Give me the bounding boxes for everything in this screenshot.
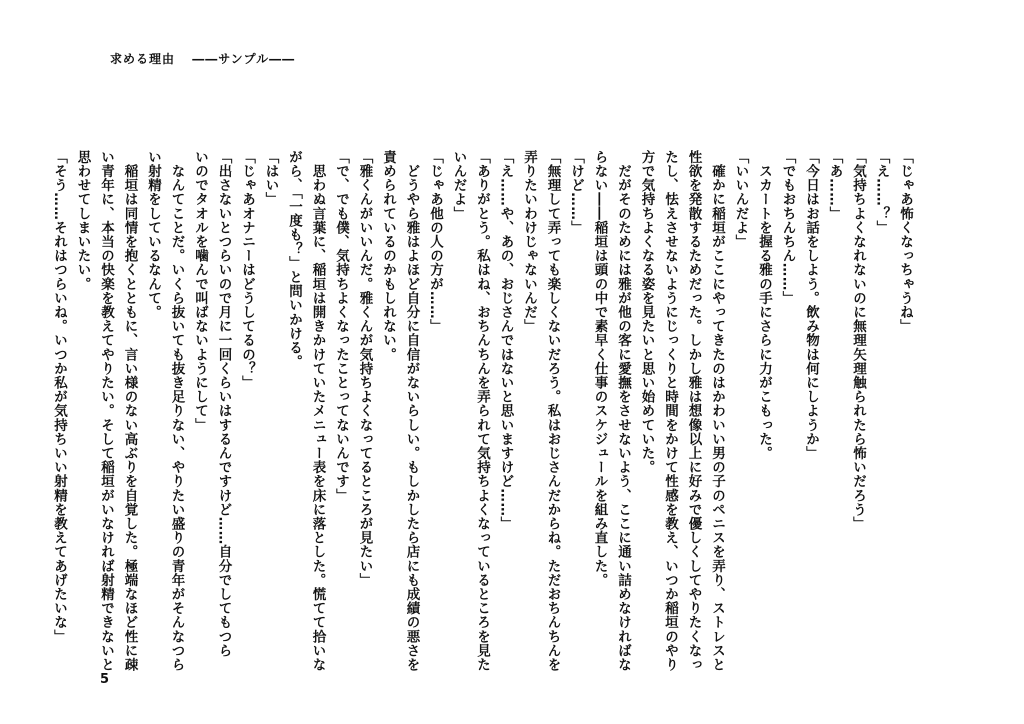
text-line: スカートを握る雅の手にさらに力がこもった。 — [756, 150, 772, 461]
text-line: たし、怯えさせないようにじっくりと時間をかけて性感を教え、いつか稲垣のやり — [662, 150, 678, 672]
text-line: 「いいんだよ」 — [732, 150, 749, 249]
text-line: 思わぬ言葉に、稲垣は開きかけていたメニュー表を床に落とした。慌てて拾いな — [309, 150, 326, 672]
text-line: 「出さないとつらいので月に一回くらいはするんですけど……自分でしてもつら — [215, 150, 232, 658]
page-number: 5 — [100, 672, 110, 687]
text-line: 「ありがとう。私はね、おちんちんを弄られて気持ちよくなっているところを見た — [474, 150, 490, 672]
text-line: 方で気持ちよくなる姿を見たいと思い始めていた。 — [638, 150, 655, 475]
text-line: がら、「一度も？」と問いかける。 — [286, 150, 302, 369]
running-header — [110, 50, 295, 67]
text-line: 確かに稲垣がここにやってきたのはかわいい男の子のペニスを弄り、ストレスと — [709, 150, 725, 672]
text-line: 「じゃあ怖くなっちゃうね」 — [897, 150, 913, 334]
text-line: 性欲を発散するためだった。しかし雅は想像以上に好みで優しくしてやりたくなっ — [685, 150, 702, 672]
vertical-text-body — [47, 150, 917, 672]
text-line: どうやら雅はよほど自分に自信がないらしい。もしかしたら店にも成績の悪さを — [403, 150, 420, 672]
text-line: 「雅くんがいいんだ。雅くんが気持ちよくなってるところが見たい」 — [356, 150, 373, 588]
text-line: 稲垣は同情を抱くとともに、言い様のない高ぶりを自覚した。極端なほど性に疎 — [121, 150, 138, 672]
text-line: 「え……？」 — [873, 150, 890, 235]
text-line: 「え……や、あの、おじさんではないと思いますけど……」 — [497, 150, 514, 531]
text-line: 「じゃあ他の人の方が……」 — [427, 150, 443, 334]
text-line: 思わせてしまいたい。 — [74, 150, 91, 291]
text-line: 責められているのかもしれない。 — [380, 150, 396, 362]
text-line: 弄りたいわけじゃないんだ」 — [521, 150, 537, 334]
text-line: 「じゃあオナニーはどうしてるの？」 — [239, 150, 255, 390]
book-title: 求める理由 — [110, 52, 176, 66]
text-line: 「けど……」 — [568, 150, 584, 235]
text-line: 「で、でも僕、気持ちよくなったことってないんです」 — [333, 150, 349, 503]
text-line: 「今日はお話をしよう。飲み物は何にしようか」 — [803, 150, 819, 461]
text-line: だがそのためには雅が他の客に愛撫をさせないよう、ここに通い詰めなければな — [615, 150, 631, 672]
text-line: 「そう……それはつらいね。いつか私が気持ちいい射精を教えてあげたいな」 — [51, 150, 67, 644]
text-line: 「はい」 — [262, 150, 279, 207]
text-line: 「でもおちんちん……」 — [779, 150, 796, 306]
sample-label: ――サンプル―― — [192, 52, 296, 66]
text-line: 「あ……」 — [826, 150, 843, 221]
text-line: 「無理して弄っても楽しくないだろう。私はおじさんだからね。ただおちんちんを — [544, 150, 561, 672]
text-line: 「気持ちよくなれないのに無理矢理触られたら怖いだろう」 — [850, 150, 866, 531]
text-line: いのでタオルを噛んで叫ばないようにして」 — [192, 150, 208, 432]
text-line: い青年に、本当の快楽を教えてやりたい。そして稲垣がいなければ射精できないと — [98, 150, 114, 672]
text-line: い射精をしているなんて。 — [145, 150, 161, 320]
text-line: なんてことだ。いくら抜いても抜き足りない、やりたい盛りの青年がそんなつら — [168, 150, 185, 672]
text-line: らない――稲垣は頭の中で素早く仕事のスケジュールを組み直した。 — [591, 150, 608, 588]
text-line: いんだよ」 — [450, 150, 467, 221]
